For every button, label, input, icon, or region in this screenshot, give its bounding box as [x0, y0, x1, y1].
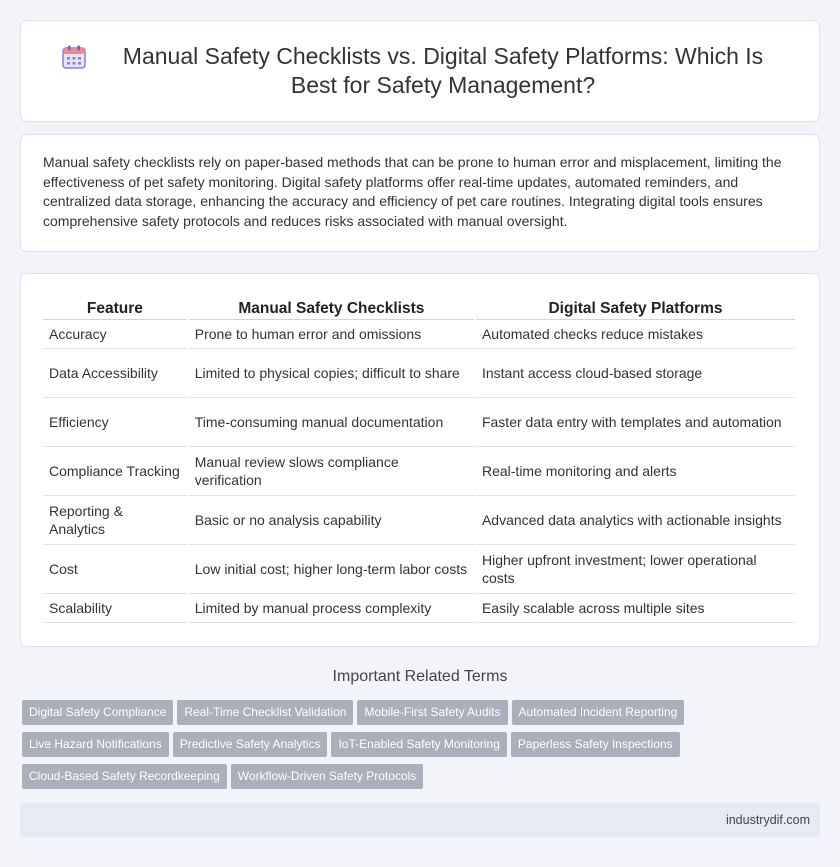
- related-tag[interactable]: IoT-Enabled Safety Monitoring: [331, 732, 506, 757]
- feature-cell: Scalability: [43, 594, 187, 623]
- table-row: [43, 320, 795, 349]
- header-manual: Manual Safety Checklists: [189, 294, 474, 320]
- digital-cell: Higher upfront investment; lower operational costs: [476, 545, 795, 594]
- feature-cell: Accuracy: [43, 320, 187, 349]
- intro-paragraph: Manual safety checklists rely on paper-based methods that can be prone to human error and misplacement, limiting the effectiveness of pet safety monitoring. Digital safety platforms offer real-time updates, automated reminders, and centralized data storage, enhancing the accuracy and efficiency of pet care routines. Integrating digital tools ensures comprehensive safety protocols and reduces risks associated with manual oversight.: [43, 154, 782, 229]
- manual-cell: Time-consuming manual documentation: [189, 398, 474, 447]
- digital-cell: Advanced data analytics with actionable insights: [476, 496, 795, 545]
- table-row: [43, 496, 795, 545]
- related-tag[interactable]: Workflow-Driven Safety Protocols: [231, 764, 424, 789]
- related-tag[interactable]: Predictive Safety Analytics: [173, 732, 328, 757]
- calendar-icon: [61, 44, 87, 70]
- related-tag[interactable]: Digital Safety Compliance: [22, 700, 173, 725]
- table-row: [43, 594, 795, 623]
- related-terms-tags: [22, 700, 812, 796]
- digital-cell: Easily scalable across multiple sites: [476, 594, 795, 623]
- related-tag[interactable]: Paperless Safety Inspections: [511, 732, 680, 757]
- related-tag[interactable]: Real-Time Checklist Validation: [177, 700, 353, 725]
- comparison-table: [41, 294, 797, 623]
- header-feature: Feature: [43, 294, 187, 320]
- manual-cell: Limited by manual process complexity: [189, 594, 474, 623]
- digital-cell: Real-time monitoring and alerts: [476, 447, 795, 496]
- title-wrap: [21, 21, 819, 121]
- digital-cell: Automated checks reduce mistakes: [476, 320, 795, 349]
- manual-cell: Low initial cost; higher long-term labor costs: [189, 545, 474, 594]
- digital-cell: Faster data entry with templates and automation: [476, 398, 795, 447]
- table-row: [43, 398, 795, 447]
- feature-cell: Compliance Tracking: [43, 447, 187, 496]
- feature-cell: Cost: [43, 545, 187, 594]
- title-card: [20, 20, 820, 122]
- manual-cell: Basic or no analysis capability: [189, 496, 474, 545]
- feature-cell: Reporting & Analytics: [43, 496, 187, 545]
- table-row: [43, 545, 795, 594]
- page-title: Manual Safety Checklists vs. Digital Safety Platforms: Which Is Best for Safety Management?: [122, 43, 764, 98]
- manual-cell: Limited to physical copies; difficult to share: [189, 349, 474, 398]
- manual-cell: Prone to human error and omissions: [189, 320, 474, 349]
- footer-site[interactable]: industrydif.com: [725, 813, 810, 827]
- digital-cell: Instant access cloud-based storage: [476, 349, 795, 398]
- table-row: [43, 447, 795, 496]
- table-header-row: [43, 294, 795, 320]
- comparison-table-card: [20, 273, 820, 647]
- related-tag[interactable]: Cloud-Based Safety Recordkeeping: [22, 764, 227, 789]
- feature-cell: Data Accessibility: [43, 349, 187, 398]
- footer: [20, 803, 820, 837]
- manual-cell: Manual review slows compliance verification: [189, 447, 474, 496]
- related-tag[interactable]: Mobile-First Safety Audits: [357, 700, 507, 725]
- related-terms-title: Important Related Terms: [332, 668, 508, 685]
- feature-cell: Efficiency: [43, 398, 187, 447]
- intro-card: [20, 134, 820, 252]
- related-tag[interactable]: Automated Incident Reporting: [512, 700, 685, 725]
- header-digital: Digital Safety Platforms: [476, 294, 795, 320]
- table-row: [43, 349, 795, 398]
- related-tag[interactable]: Live Hazard Notifications: [22, 732, 169, 757]
